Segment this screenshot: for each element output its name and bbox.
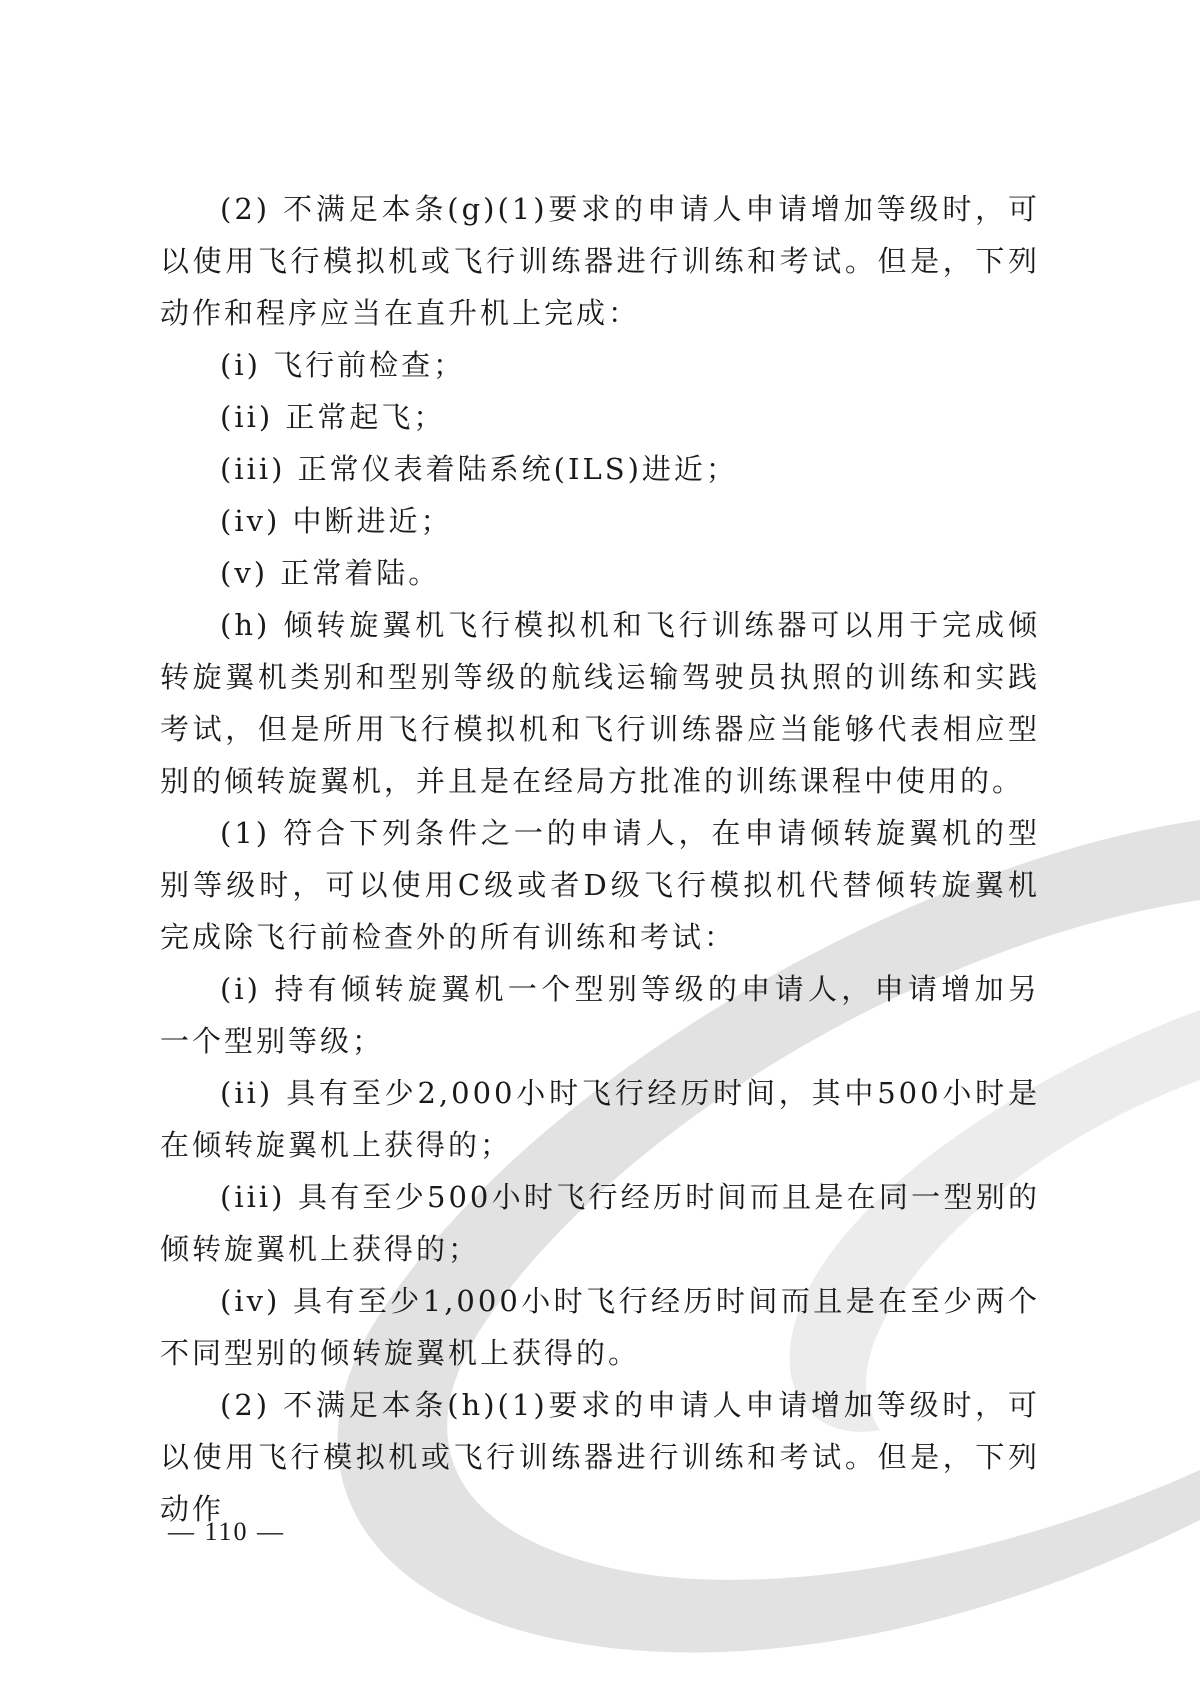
list-item-h1-iii: (iii) 具有至少500小时飞行经历时间而且是在同一型别的倾转旋翼机上获得的； xyxy=(160,1180,1040,1266)
document-body xyxy=(160,183,1040,1535)
list-item-g2-iii: (iii) 正常仪表着陆系统(ILS)进近； xyxy=(220,452,738,486)
paragraph-h1: (1) 符合下列条件之一的申请人，在申请倾转旋翼机的型别等级时，可以使用C级或者D级飞行模拟机代替倾转旋翼机完成除飞行前检查外的所有训练和考试： xyxy=(160,816,1040,954)
list-item-h1-iv: (iv) 具有至少1,000小时飞行经历时间而且是在至少两个不同型别的倾转旋翼机上获得的。 xyxy=(160,1284,1040,1370)
list-item-g2-ii: (ii) 正常起飞； xyxy=(220,400,446,434)
list-item-g2-v: (v) 正常着陆。 xyxy=(220,556,441,590)
list-item-g2-i: (i) 飞行前检查； xyxy=(220,348,466,382)
list-item-g2-iv: (iv) 中断进近； xyxy=(220,504,453,538)
paragraph-h: (h) 倾转旋翼机飞行模拟机和飞行训练器可以用于完成倾转旋翼机类别和型别等级的航线运输驾驶员执照的训练和实践考试，但是所用飞行模拟机和飞行训练器应当能够代表相应型别的倾转旋翼机，并且是在经局方批准的训练课程中使用的。 xyxy=(160,608,1040,798)
paragraph-h2: (2) 不满足本条(h)(1)要求的申请人申请增加等级时，可以使用飞行模拟机或飞行训练器进行训练和考试。但是，下列动作 xyxy=(160,1388,1040,1526)
list-item-h1-i: (i) 持有倾转旋翼机一个型别等级的申请人，申请增加另一个型别等级； xyxy=(160,972,1040,1058)
list-item-h1-ii: (ii) 具有至少2,000小时飞行经历时间，其中500小时是在倾转旋翼机上获得的； xyxy=(160,1076,1040,1162)
page-number: — 110 — xyxy=(168,1517,286,1546)
paragraph-g2: (2) 不满足本条(g)(1)要求的申请人申请增加等级时，可以使用飞行模拟机或飞行训练器进行训练和考试。但是，下列动作和程序应当在直升机上完成： xyxy=(160,192,1040,330)
